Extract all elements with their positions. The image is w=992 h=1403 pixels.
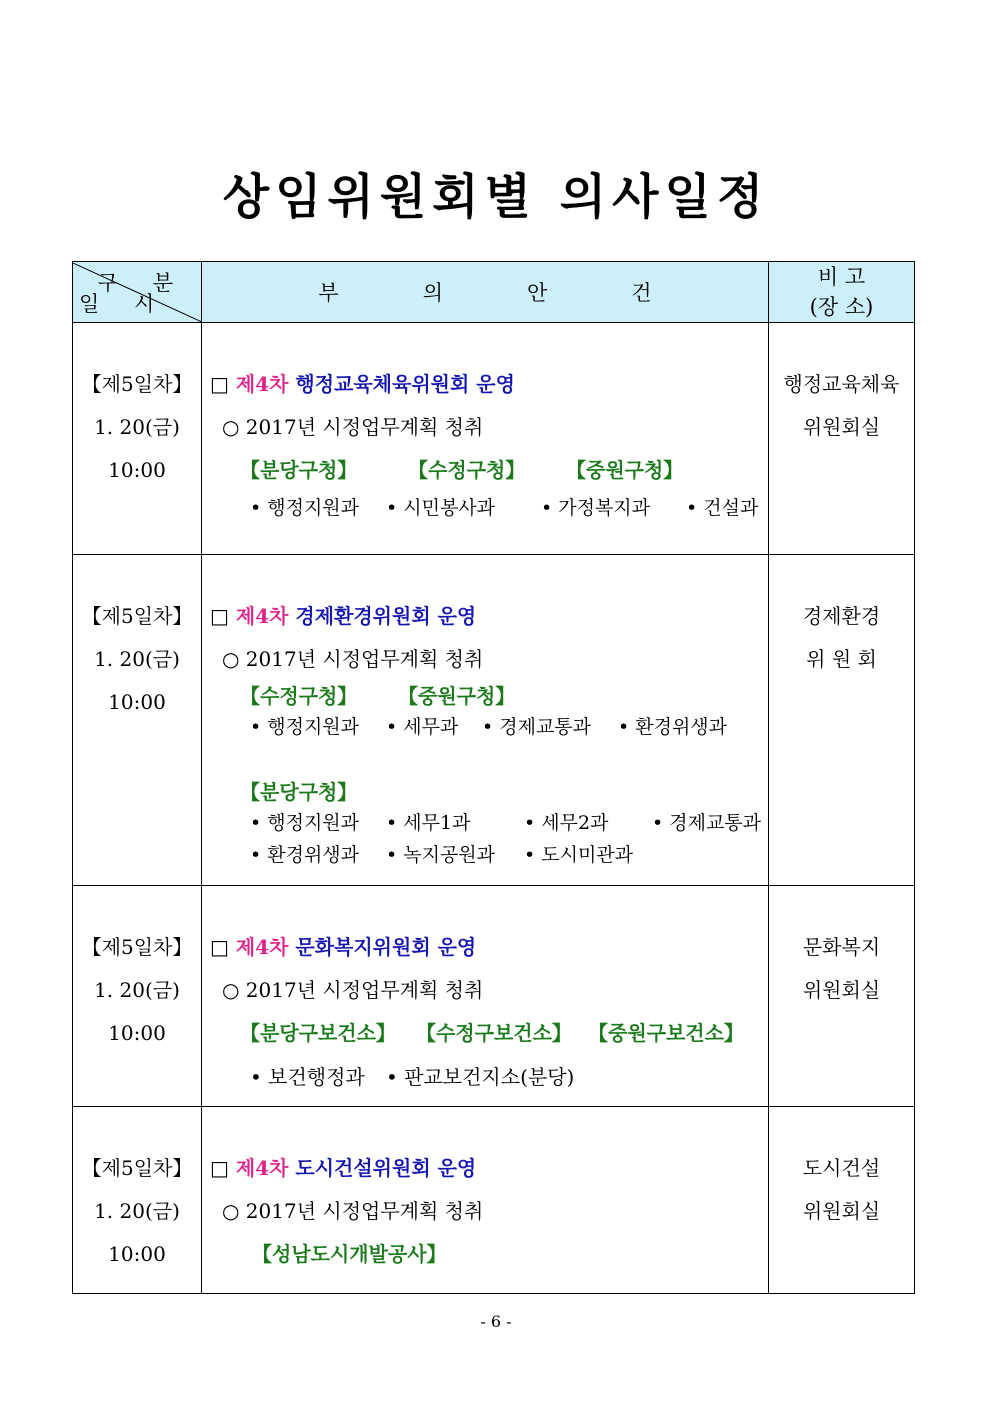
date-cell xyxy=(73,1107,202,1294)
checkbox-icon: □ xyxy=(210,604,229,628)
page-number: - 6 - xyxy=(480,1312,512,1331)
agenda-item: ○ 2017년 시정업무계획 청취 xyxy=(222,415,484,439)
session-date: 1. 20(금) xyxy=(94,1199,180,1223)
office-group: 【수정구청】 xyxy=(240,684,358,708)
agenda-cell xyxy=(202,323,769,555)
header-datetime: 일 시 xyxy=(79,291,169,316)
department: • 경제교통과 xyxy=(482,716,592,738)
agenda-item: ○ 2017년 시정업무계획 청취 xyxy=(222,1199,484,1223)
checkbox-icon: □ xyxy=(210,372,229,396)
date-cell xyxy=(73,886,202,1107)
location-cell xyxy=(769,886,915,1107)
session-day: 【제5일차】 xyxy=(81,372,193,396)
department: • 행정지원과 xyxy=(250,812,360,834)
checkbox-icon: □ xyxy=(210,1156,229,1180)
committee-name: 도시건설위원회 운영 xyxy=(295,1156,477,1180)
location-line: 경제환경 xyxy=(802,604,881,628)
header-agenda-char: 부 xyxy=(318,281,339,305)
office-group: 【중원구청】 xyxy=(398,684,516,708)
department: • 건설과 xyxy=(686,497,759,519)
agenda-cell xyxy=(202,1107,769,1294)
location-line: 위원회실 xyxy=(802,978,881,1002)
office-group: 【수정구보건소】 xyxy=(416,1021,572,1045)
office-group: 【수정구청】 xyxy=(408,458,526,482)
session-time: 10:00 xyxy=(108,690,166,714)
agenda-item: ○ 2017년 시정업무계획 청취 xyxy=(222,978,484,1002)
committee-session: 제4차 xyxy=(235,1156,289,1180)
office-group: 【분당구보건소】 xyxy=(240,1021,396,1045)
department: • 세무1과 xyxy=(386,812,471,834)
header-agenda-char: 건 xyxy=(631,281,652,305)
session-date: 1. 20(금) xyxy=(94,647,180,671)
committee-name: 경제환경위원회 운영 xyxy=(295,604,477,628)
office-group: 【성남도시개발공사】 xyxy=(252,1242,447,1266)
department: • 세무과 xyxy=(386,716,459,738)
office-groups xyxy=(210,777,768,807)
date-cell xyxy=(73,555,202,886)
location-cell xyxy=(769,323,915,555)
location-line: 위원회실 xyxy=(802,1199,881,1223)
committee-session: 제4차 xyxy=(235,372,289,396)
department: • 행정지원과 xyxy=(250,716,360,738)
header-remarks xyxy=(769,262,915,323)
office-groups xyxy=(210,1233,768,1276)
department-list xyxy=(210,1055,768,1099)
table-header-row xyxy=(73,262,915,323)
department: • 환경위생과 xyxy=(250,844,360,866)
location-cell xyxy=(769,555,915,886)
committee-name: 행정교육체육위원회 운영 xyxy=(295,372,515,396)
header-diagonal-cell xyxy=(73,262,202,323)
session-day: 【제5일차】 xyxy=(81,935,193,959)
office-group: 【분당구청】 xyxy=(240,458,358,482)
schedule-table xyxy=(72,261,915,1294)
header-agenda-char: 안 xyxy=(527,281,548,305)
header-place-label: (장 소) xyxy=(809,295,874,319)
table-row xyxy=(73,555,915,886)
department-list xyxy=(210,839,768,871)
department: • 세무2과 xyxy=(524,812,609,834)
office-group: 【중원구청】 xyxy=(566,458,684,482)
committee-title xyxy=(210,926,768,969)
department-list xyxy=(210,492,768,524)
header-remarks-label: 비 고 xyxy=(817,265,866,289)
location-line: 위 원 회 xyxy=(806,647,877,671)
table-row xyxy=(73,1107,915,1294)
header-category: 구 분 xyxy=(97,270,187,295)
office-groups xyxy=(210,1012,768,1055)
header-agenda xyxy=(202,262,769,323)
committee-session: 제4차 xyxy=(235,935,289,959)
header-agenda-char: 의 xyxy=(422,281,443,305)
department: • 경제교통과 xyxy=(652,812,762,834)
agenda-cell xyxy=(202,555,769,886)
department: • 가정복지과 xyxy=(541,497,651,519)
table-row xyxy=(73,323,915,555)
department: • 보건행정과 xyxy=(250,1065,365,1089)
location-line: 도시건설 xyxy=(802,1156,881,1180)
location-cell xyxy=(769,1107,915,1294)
session-time: 10:00 xyxy=(108,458,166,482)
agenda-item: ○ 2017년 시정업무계획 청취 xyxy=(222,647,484,671)
department: • 행정지원과 xyxy=(250,497,360,519)
department: • 판교보건지소(분당) xyxy=(386,1065,575,1089)
committee-session: 제4차 xyxy=(235,604,289,628)
department-list xyxy=(210,711,768,743)
department: • 녹지공원과 xyxy=(386,844,496,866)
committee-title xyxy=(210,595,768,638)
table-row xyxy=(73,886,915,1107)
page-title: 상임위원회별 의사일정 xyxy=(222,169,770,225)
department: • 도시미관과 xyxy=(524,844,634,866)
department-list xyxy=(210,807,768,839)
agenda-cell xyxy=(202,886,769,1107)
session-date: 1. 20(금) xyxy=(94,415,180,439)
office-groups xyxy=(210,681,768,711)
checkbox-icon: □ xyxy=(210,935,229,959)
office-group: 【중원구보건소】 xyxy=(588,1021,744,1045)
session-time: 10:00 xyxy=(108,1242,166,1266)
committee-title xyxy=(210,363,768,406)
department: • 시민봉사과 xyxy=(386,497,496,519)
office-group: 【분당구청】 xyxy=(240,780,358,804)
office-groups xyxy=(210,449,768,492)
committee-title xyxy=(210,1147,768,1190)
location-line: 행정교육체육 xyxy=(783,372,900,396)
department: • 환경위생과 xyxy=(618,716,728,738)
location-line: 위원회실 xyxy=(802,415,881,439)
session-day: 【제5일차】 xyxy=(81,604,193,628)
location-line: 문화복지 xyxy=(802,935,881,959)
committee-name: 문화복지위원회 운영 xyxy=(295,935,477,959)
session-date: 1. 20(금) xyxy=(94,978,180,1002)
session-day: 【제5일차】 xyxy=(81,1156,193,1180)
session-time: 10:00 xyxy=(108,1021,166,1045)
date-cell xyxy=(73,323,202,555)
